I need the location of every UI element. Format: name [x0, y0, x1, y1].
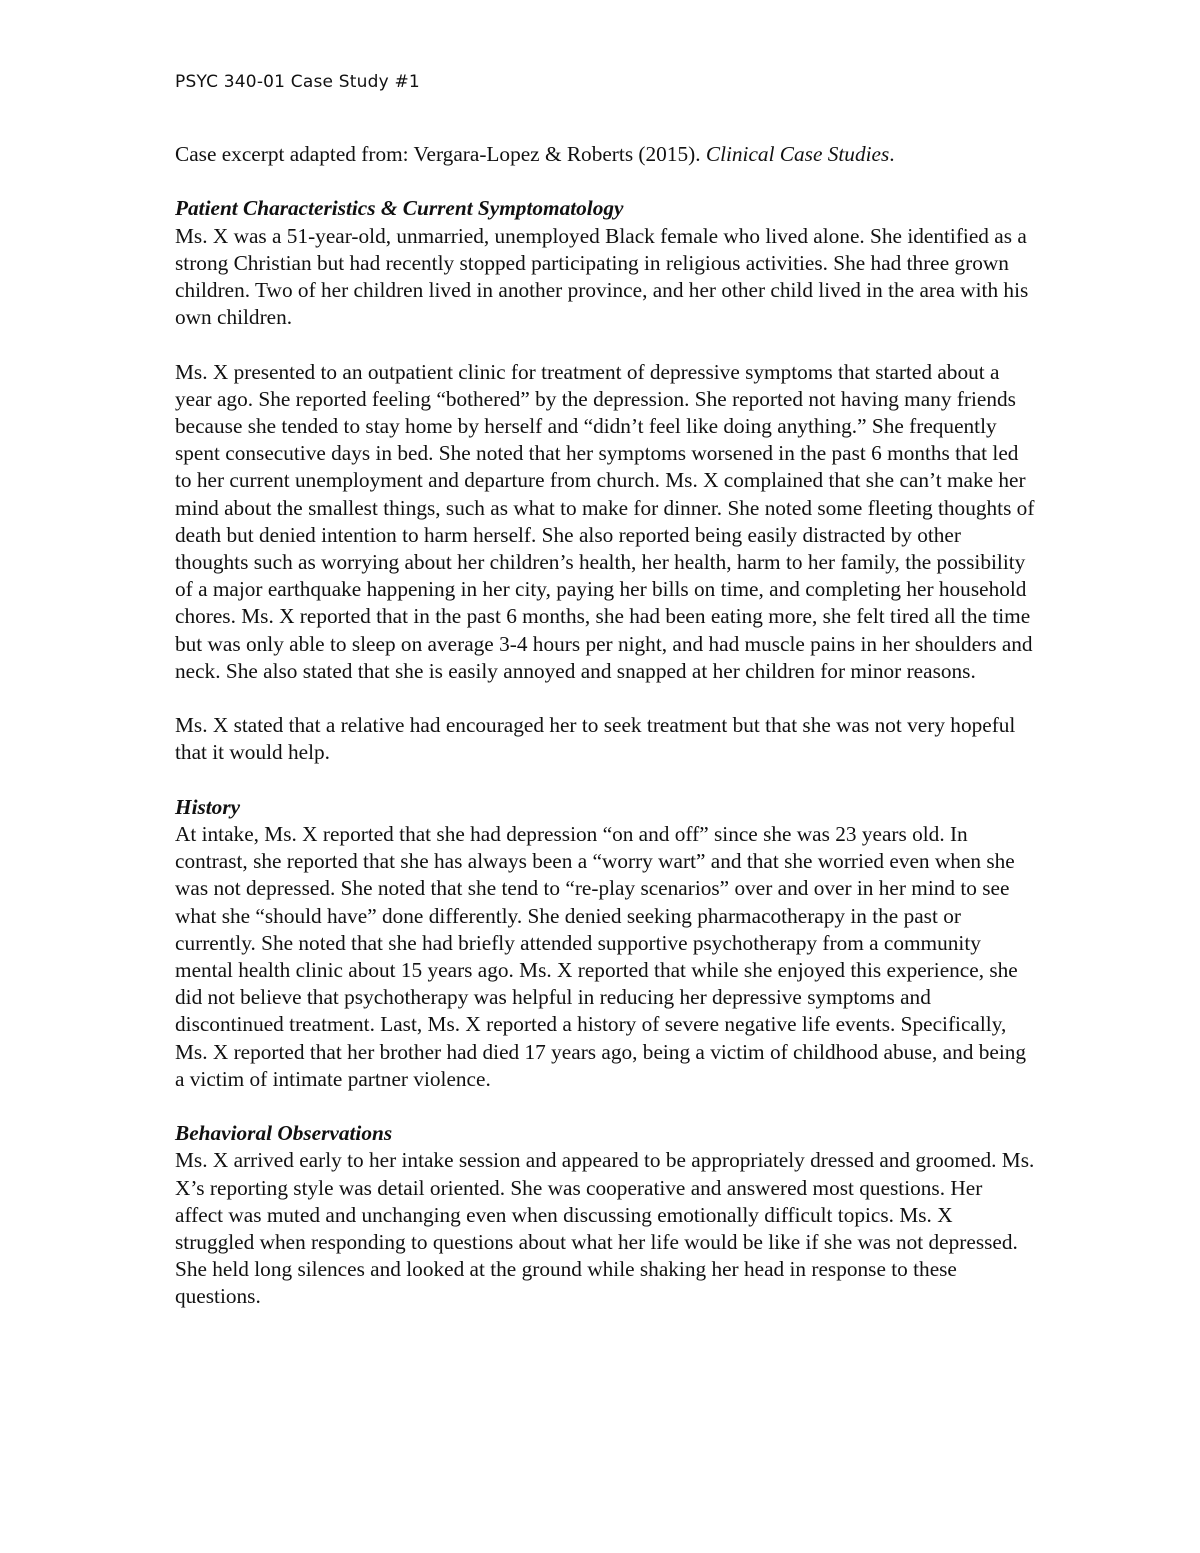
paragraph-patient-1: Ms. X was a 51-year-old, unmarried, unemployed Black female who lived alone. She identified as a strong Christian but had recently stopped participating in religious activities. She had three grown children. Two of her children lived in another province, and her other child lived in the area with his own children.	[175, 223, 1029, 330]
spacer	[175, 767, 1035, 794]
paragraph-patient-3: Ms. X stated that a relative had encouraged her to seek treatment but that she was not very hopeful that it would help.	[175, 713, 1016, 765]
spacer	[175, 1093, 1035, 1120]
paragraph-patient-2: Ms. X presented to an outpatient clinic for treatment of depressive symptoms that started about a year ago. She reported feeling “bothered” by the depression. She reported not having many friends because she tended to stay home by herself and “didn’t feel like doing anything.” She frequently spent consecutive days in bed. She noted that her symptoms worsened in the past 6 months that led to her current unemployment and departure from church. Ms. X complained that she can’t make her mind about the smallest things, such as what to make for dinner. She noted some fleeting thoughts of death but denied intention to harm herself. She also reported being easily distracted by other thoughts such as worrying about her children’s health, her health, harm to her family, the possibility of a major earthquake happening in her city, paying her bills on time, and completing her household chores. Ms. X reported that in the past 6 months, she had been eating more, she felt tired all the time but was only able to sleep on average 3-4 hours per night, and had muscle pains in her shoulders and neck. She also stated that she is easily annoyed and snapped at her children for minor reasons.	[175, 359, 1035, 683]
section-heading-history: History	[175, 794, 241, 819]
spacer	[175, 331, 1035, 358]
section-heading-patient: Patient Characteristics & Current Symptomatology	[175, 196, 624, 221]
paragraph-history-1: At intake, Ms. X reported that she had depression “on and off” since she was 23 years old. In contrast, she reported that she has always been a “worry wart” and that she worried even when she was not depressed. She noted that she tend to “re-play scenarios” over and over in her mind to see what she “should have” done differently. She denied seeking pharmacotherapy in the past or currently. She noted that she had briefly attended supportive psychotherapy from a community mental health clinic about 15 years ago. Ms. X reported that while she enjoyed this experience, she did not believe that psychotherapy was helpful in reducing her depressive symptoms and discontinued treatment. Last, Ms. X reported a history of severe negative life events. Specifically, Ms. X reported that her brother had died 17 years ago, being a victim of childhood abuse, and being a victim of intimate partner violence.	[175, 822, 1027, 1091]
spacer	[175, 685, 1035, 712]
citation-journal: Clinical Case Studies	[705, 142, 890, 166]
citation-suffix: .	[889, 142, 895, 166]
citation-prefix: Case excerpt adapted from: Vergara-Lopez & Roberts (2015).	[175, 142, 706, 166]
document-body	[175, 141, 1035, 1311]
page-header: PSYC 340-01 Case Study #1	[175, 72, 420, 92]
paragraph-behavioral-1: Ms. X arrived early to her intake session and appeared to be appropriately dressed and groomed. Ms. X’s reporting style was detail oriented. She was cooperative and answered most questions. Her affect was muted and unchanging even when discussing emotionally difficult topics. Ms. X struggled when responding to questions about what her life would be like if she was not depressed. She held long silences and looked at the ground while shaking her head in response to these questions.	[175, 1148, 1035, 1309]
section-heading-behavioral: Behavioral Observations	[175, 1121, 393, 1146]
citation-line	[175, 141, 1035, 168]
spacer	[175, 168, 1035, 195]
